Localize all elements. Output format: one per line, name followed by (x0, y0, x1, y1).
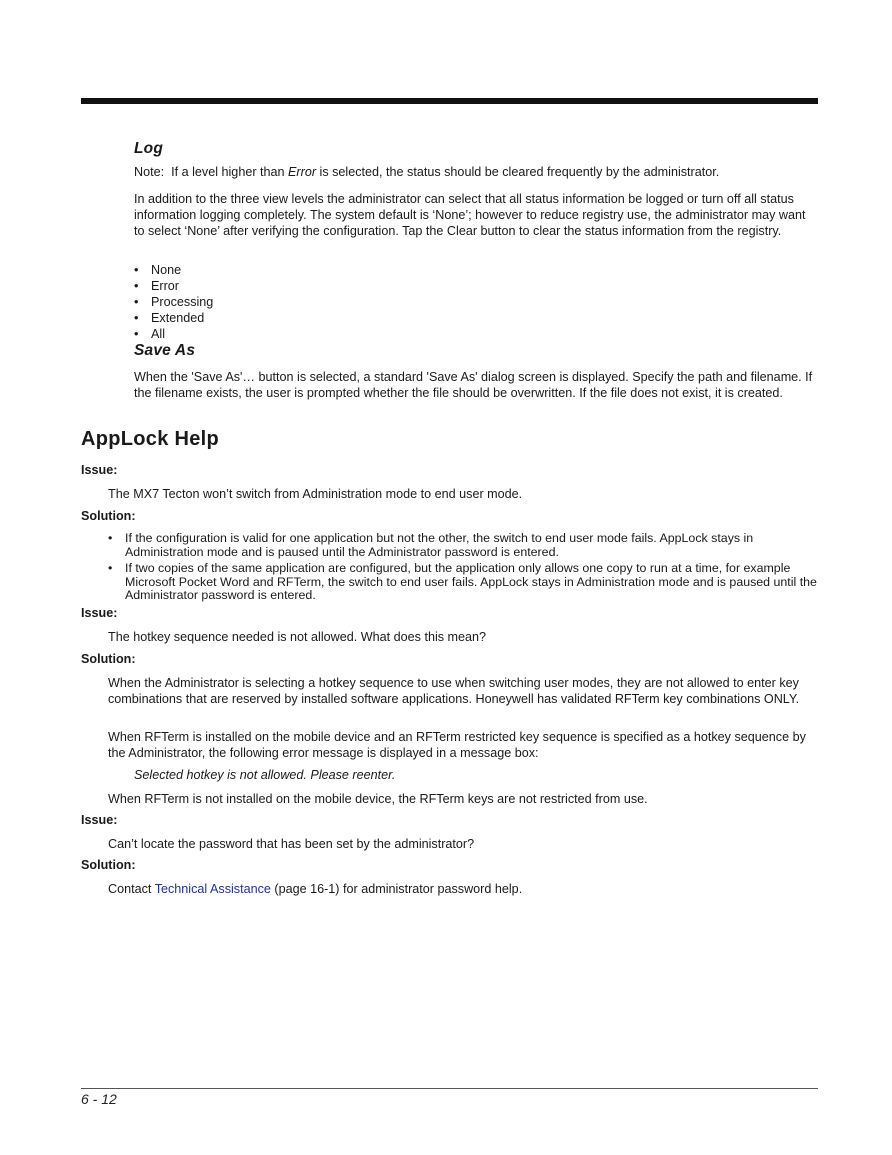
solution1-list (108, 532, 820, 606)
solution2-paragraph-3: When RFTerm is not installed on the mobile device, the RFTerm keys are not restricted from use. (108, 792, 648, 806)
list-item: • All (134, 326, 213, 342)
note-text-c: is selected, the status should be cleared frequently by the administrator. (316, 165, 720, 179)
issue2-text: The hotkey sequence needed is not allowed. What does this mean? (108, 630, 487, 644)
note-label: Note: (134, 165, 165, 179)
note-text-error: Error (288, 165, 317, 179)
save-as-paragraph: When the 'Save As'… button is selected, a standard 'Save As' dialog screen is displayed. Specify the path and filename. If the filename exists, the user is prompted whether the file should be overwritten. If the file does not exist, it is created. (134, 370, 813, 400)
list-item: • If the configuration is valid for one application but not the other, the switch to end user mode fails. AppLock stays in Administration mode and is paused until the Administrator password is entered. (108, 532, 820, 559)
issue3-text: Can’t locate the password that has been set by the administrator? (108, 837, 475, 851)
log-levels-list (134, 262, 213, 342)
solution2-paragraph-2: When RFTerm is installed on the mobile device and an RFTerm restricted key sequence is specified as a hotkey sequence by the Administrator, the following error message is displayed in a message box: (108, 730, 806, 760)
applock-help-heading: AppLock Help (81, 428, 220, 450)
log-paragraph: In addition to the three view levels the administrator can select that all status information be logged or turn off all status information logging completely. The system default is ‘None’; however to reduce registry use, the administrator may want to select ‘None’ after verifying the configuration. Tap the Clear button to clear the status information from the registry. (134, 192, 806, 238)
list-item: • Error (134, 278, 213, 294)
solution2-label: Solution: (81, 652, 136, 666)
technical-assistance-link[interactable]: Technical Assistance (154, 882, 271, 896)
issue1-label: Issue: (81, 463, 118, 477)
footer-rule (81, 1088, 818, 1089)
issue3-label: Issue: (81, 813, 118, 827)
log-note (134, 164, 818, 180)
list-item: • If two copies of the same application are configured, but the application only allows one copy to run at a time, for example Microsoft Pocket Word and RFTerm, the switch to end user fails. AppLock stays in Administration mode and is paused until the Administrator password is entered. (108, 562, 820, 603)
solution3-text (108, 881, 820, 897)
solution3-post: (page 16-1) for administrator password help. (270, 882, 523, 896)
page-number: 6 - 12 (81, 1091, 117, 1107)
error-message-text: Selected hotkey is not allowed. Please reenter. (134, 768, 396, 782)
list-item: • Extended (134, 310, 213, 326)
solution2-paragraph-1: When the Administrator is selecting a hotkey sequence to use when switching user modes, they are not allowed to enter key combinations that are reserved by installed software applications. Honeywell has validated RFTerm key combinations ONLY. (108, 676, 800, 706)
header-rule (81, 98, 818, 104)
log-heading: Log (134, 140, 164, 157)
issue1-text: The MX7 Tecton won’t switch from Administration mode to end user mode. (108, 487, 523, 501)
note-text-a: If a level higher than (171, 165, 289, 179)
issue2-label: Issue: (81, 606, 118, 620)
list-item: • Processing (134, 294, 213, 310)
save-as-heading: Save As (134, 342, 196, 359)
solution1-label: Solution: (81, 509, 136, 523)
solution3-label: Solution: (81, 858, 136, 872)
list-item: • None (134, 262, 213, 278)
solution3-pre: Contact (108, 882, 155, 896)
